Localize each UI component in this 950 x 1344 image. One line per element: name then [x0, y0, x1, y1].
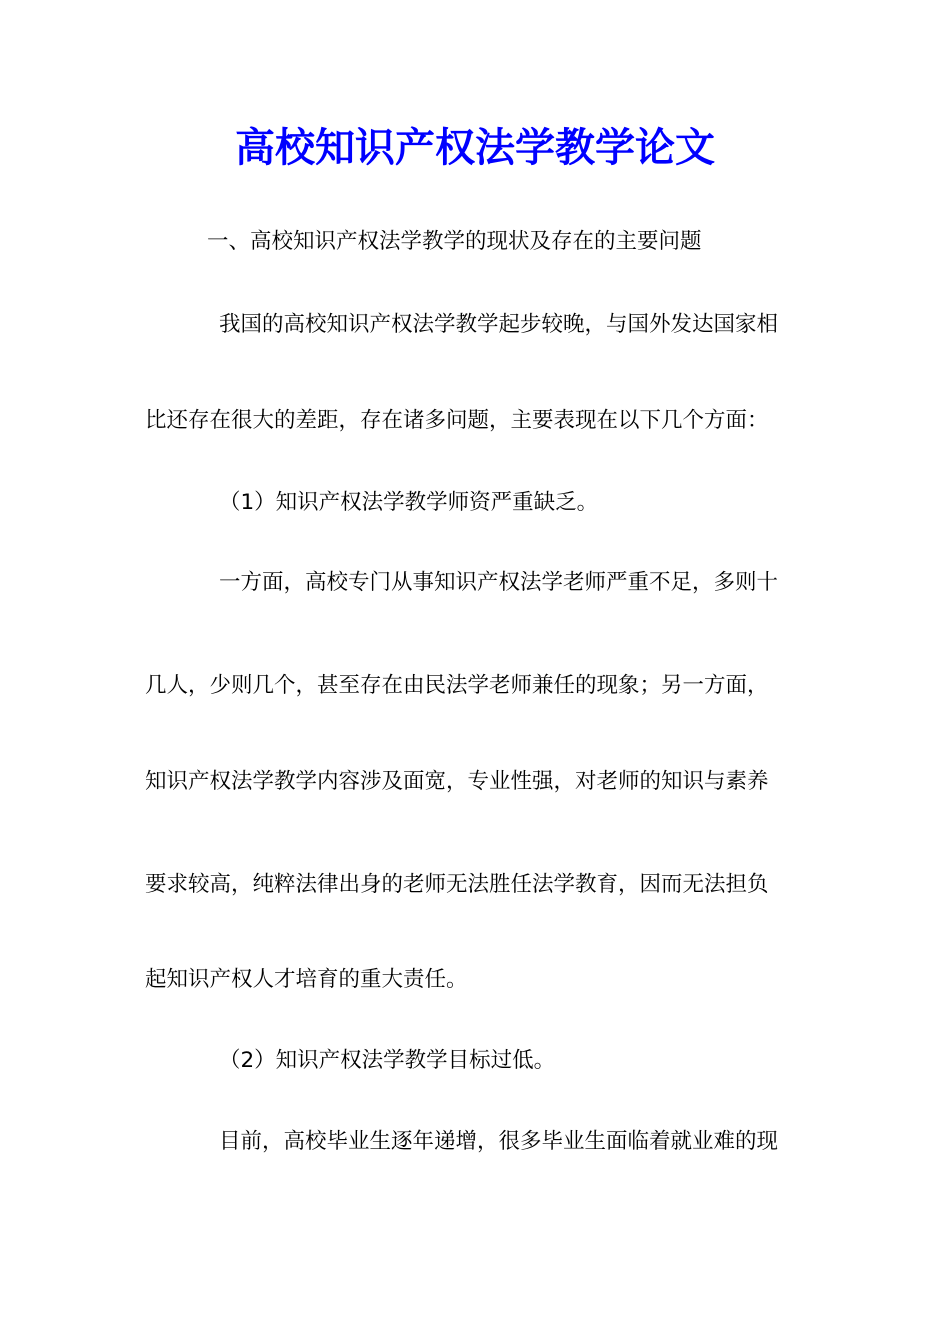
- paragraph-line: 起知识产权人才培育的重大责任。: [145, 967, 468, 992]
- paragraph-line: 一方面，高校专门从事知识产权法学老师严重不足，多则十: [219, 570, 779, 595]
- paragraph-line: 我国的高校知识产权法学教学起步较晚，与国外发达国家相: [219, 312, 779, 337]
- section-heading: 一、高校知识产权法学教学的现状及存在的主要问题: [207, 229, 702, 254]
- subheading: （2）知识产权法学教学目标过低。: [219, 1048, 556, 1073]
- subheading: （1）知识产权法学教学师资严重缺乏。: [219, 490, 599, 515]
- paragraph-line: 比还存在很大的差距，存在诸多问题，主要表现在以下几个方面：: [145, 408, 769, 433]
- paragraph-line: 知识产权法学教学内容涉及面宽，专业性强，对老师的知识与素养: [145, 769, 769, 794]
- paragraph-line: 要求较高，纯粹法律出身的老师无法胜任法学教育，因而无法担负: [145, 872, 769, 897]
- document-title: 高校知识产权法学教学论文: [235, 124, 715, 171]
- paragraph-line: 目前，高校毕业生逐年递增，很多毕业生面临着就业难的现: [219, 1129, 779, 1154]
- paragraph-line: 几人，少则几个，甚至存在由民法学老师兼任的现象；另一方面，: [145, 673, 769, 698]
